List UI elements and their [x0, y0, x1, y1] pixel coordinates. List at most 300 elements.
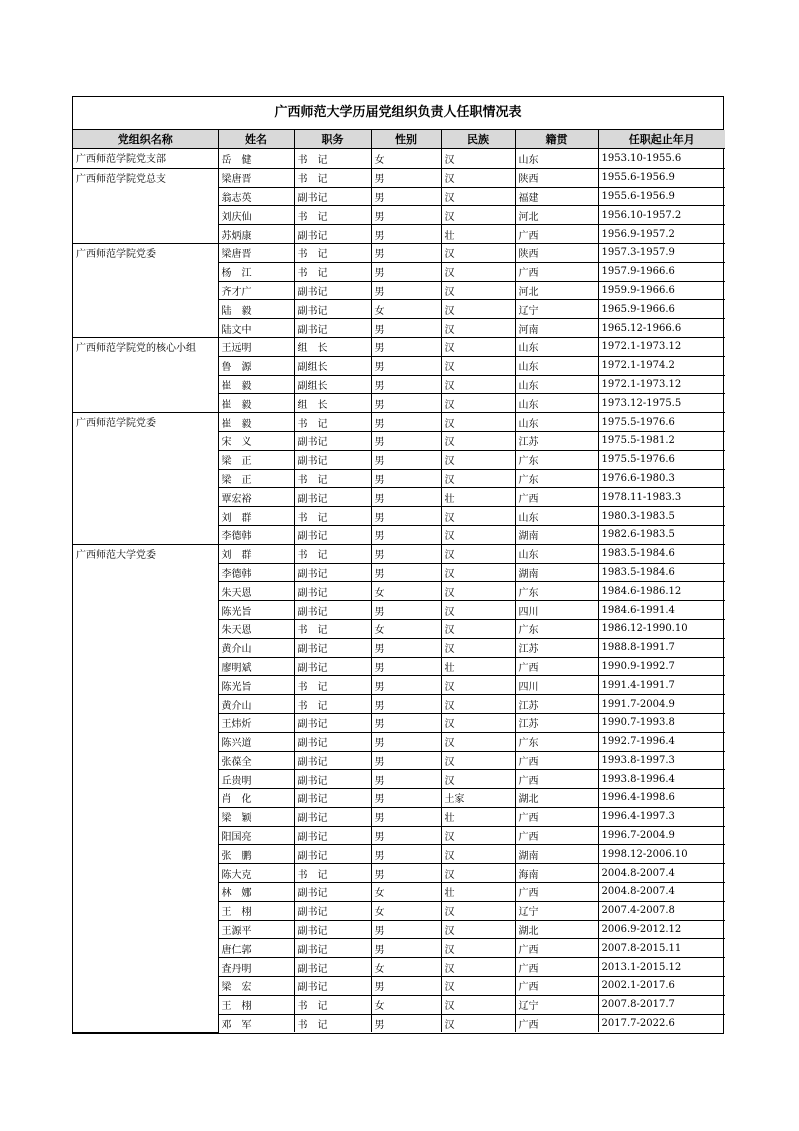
term-cell: 1975.5-1976.6 — [598, 413, 725, 432]
name-cell: 陈兴道 — [218, 732, 294, 751]
name-cell: 覃宏裕 — [218, 488, 294, 507]
native-place-cell: 广西 — [515, 770, 598, 789]
gender-cell: 男 — [371, 789, 441, 808]
header-org: 党组织名称 — [73, 130, 218, 149]
native-place-cell: 湖南 — [515, 845, 598, 864]
name-cell: 杨 江 — [218, 262, 294, 281]
term-cell: 2006.9-2012.12 — [598, 920, 725, 939]
ethnicity-cell: 汉 — [441, 431, 515, 450]
name-cell: 梁 宏 — [218, 977, 294, 996]
native-place-cell: 山东 — [515, 507, 598, 526]
ethnicity-cell: 汉 — [441, 713, 515, 732]
native-place-cell: 山东 — [515, 394, 598, 413]
gender-cell: 男 — [371, 356, 441, 375]
native-place-cell: 广东 — [515, 619, 598, 638]
ethnicity-cell: 壮 — [441, 883, 515, 902]
term-cell: 2004.8-2007.4 — [598, 864, 725, 883]
name-cell: 梁唐晋 — [218, 168, 294, 187]
gender-cell: 男 — [371, 225, 441, 244]
position-cell: 书 记 — [294, 544, 371, 563]
native-place-cell: 广西 — [515, 225, 598, 244]
native-place-cell: 广西 — [515, 958, 598, 977]
header-name: 姓名 — [218, 130, 294, 149]
position-cell: 书 记 — [294, 262, 371, 281]
ethnicity-cell: 汉 — [441, 243, 515, 262]
native-place-cell: 河北 — [515, 281, 598, 300]
ethnicity-cell: 汉 — [441, 319, 515, 338]
org-name-cell: 广西师范大学党委 — [73, 544, 218, 1032]
ethnicity-cell: 汉 — [441, 300, 515, 319]
term-cell: 1975.5-1981.2 — [598, 431, 725, 450]
gender-cell: 女 — [371, 582, 441, 601]
name-cell: 崔 毅 — [218, 413, 294, 432]
position-cell: 书 记 — [294, 206, 371, 225]
native-place-cell: 广东 — [515, 450, 598, 469]
gender-cell: 男 — [371, 713, 441, 732]
native-place-cell: 广西 — [515, 977, 598, 996]
name-cell: 梁 正 — [218, 450, 294, 469]
gender-cell: 男 — [371, 751, 441, 770]
gender-cell: 男 — [371, 638, 441, 657]
ethnicity-cell: 汉 — [441, 281, 515, 300]
native-place-cell: 山东 — [515, 337, 598, 356]
name-cell: 宋 义 — [218, 431, 294, 450]
header-ethnicity: 民族 — [441, 130, 515, 149]
position-cell: 副书记 — [294, 901, 371, 920]
native-place-cell: 广西 — [515, 262, 598, 281]
position-cell: 书 记 — [294, 619, 371, 638]
name-cell: 肖 化 — [218, 789, 294, 808]
table-row — [73, 168, 725, 187]
term-cell: 1965.12-1966.6 — [598, 319, 725, 338]
ethnicity-cell: 汉 — [441, 262, 515, 281]
native-place-cell: 湖北 — [515, 789, 598, 808]
term-cell: 1998.12-2006.10 — [598, 845, 725, 864]
term-cell: 2013.1-2015.12 — [598, 958, 725, 977]
org-name-cell: 广西师范学院党的核心小组 — [73, 337, 218, 412]
term-cell: 1957.3-1957.9 — [598, 243, 725, 262]
ethnicity-cell: 汉 — [441, 638, 515, 657]
name-cell: 黄介山 — [218, 695, 294, 714]
term-cell: 2002.1-2017.6 — [598, 977, 725, 996]
ethnicity-cell: 汉 — [441, 469, 515, 488]
term-cell: 1982.6-1983.5 — [598, 525, 725, 544]
gender-cell: 男 — [371, 601, 441, 620]
name-cell: 査丹明 — [218, 958, 294, 977]
name-cell: 朱天恩 — [218, 619, 294, 638]
position-cell: 副书记 — [294, 319, 371, 338]
header-native-place: 籍贯 — [515, 130, 598, 149]
native-place-cell: 广东 — [515, 582, 598, 601]
term-cell: 1986.12-1990.10 — [598, 619, 725, 638]
position-cell: 副书记 — [294, 225, 371, 244]
gender-cell: 男 — [371, 544, 441, 563]
name-cell: 苏炳康 — [218, 225, 294, 244]
name-cell: 朱天恩 — [218, 582, 294, 601]
native-place-cell: 广东 — [515, 469, 598, 488]
ethnicity-cell: 汉 — [441, 450, 515, 469]
position-cell: 副书记 — [294, 883, 371, 902]
native-place-cell: 四川 — [515, 676, 598, 695]
gender-cell: 男 — [371, 319, 441, 338]
native-place-cell: 湖北 — [515, 920, 598, 939]
native-place-cell: 广西 — [515, 751, 598, 770]
name-cell: 陈光旨 — [218, 601, 294, 620]
term-cell: 1956.10-1957.2 — [598, 206, 725, 225]
ethnicity-cell: 汉 — [441, 732, 515, 751]
position-cell: 副书记 — [294, 563, 371, 582]
gender-cell: 女 — [371, 958, 441, 977]
header-row — [73, 130, 725, 149]
ethnicity-cell: 汉 — [441, 977, 515, 996]
gender-cell: 男 — [371, 413, 441, 432]
term-cell: 1984.6-1986.12 — [598, 582, 725, 601]
term-cell: 1953.10-1955.6 — [598, 149, 725, 169]
term-cell: 1993.8-1997.3 — [598, 751, 725, 770]
term-cell: 1996.7-2004.9 — [598, 826, 725, 845]
native-place-cell: 河南 — [515, 319, 598, 338]
table-row — [73, 149, 725, 169]
term-cell: 1980.3-1983.5 — [598, 507, 725, 526]
gender-cell: 男 — [371, 807, 441, 826]
position-cell: 副书记 — [294, 525, 371, 544]
gender-cell: 男 — [371, 864, 441, 883]
ethnicity-cell: 汉 — [441, 563, 515, 582]
term-cell: 1990.9-1992.7 — [598, 657, 725, 676]
ethnicity-cell: 汉 — [441, 958, 515, 977]
term-cell: 1972.1-1973.12 — [598, 337, 725, 356]
native-place-cell: 辽宁 — [515, 901, 598, 920]
native-place-cell: 广西 — [515, 657, 598, 676]
ethnicity-cell: 壮 — [441, 225, 515, 244]
position-cell: 副书记 — [294, 657, 371, 676]
gender-cell: 男 — [371, 770, 441, 789]
gender-cell: 男 — [371, 187, 441, 206]
position-cell: 副书记 — [294, 751, 371, 770]
name-cell: 陆文中 — [218, 319, 294, 338]
native-place-cell: 湖南 — [515, 563, 598, 582]
position-cell: 副书记 — [294, 920, 371, 939]
position-cell: 书 记 — [294, 1014, 371, 1032]
term-cell: 1955.6-1956.9 — [598, 168, 725, 187]
ethnicity-cell: 汉 — [441, 676, 515, 695]
gender-cell: 女 — [371, 619, 441, 638]
position-cell: 副书记 — [294, 488, 371, 507]
gender-cell: 男 — [371, 243, 441, 262]
gender-cell: 男 — [371, 732, 441, 751]
gender-cell: 男 — [371, 920, 441, 939]
ethnicity-cell: 汉 — [441, 695, 515, 714]
name-cell: 黄介山 — [218, 638, 294, 657]
gender-cell: 男 — [371, 563, 441, 582]
term-cell: 2004.8-2007.4 — [598, 883, 725, 902]
term-cell: 1988.8-1991.7 — [598, 638, 725, 657]
position-cell: 副组长 — [294, 356, 371, 375]
gender-cell: 男 — [371, 977, 441, 996]
name-cell: 陈大克 — [218, 864, 294, 883]
header-position: 职务 — [294, 130, 371, 149]
name-cell: 梁唐晋 — [218, 243, 294, 262]
name-cell: 崔 毅 — [218, 394, 294, 413]
position-cell: 副书记 — [294, 732, 371, 751]
ethnicity-cell: 汉 — [441, 168, 515, 187]
position-cell: 书 记 — [294, 243, 371, 262]
native-place-cell: 陕西 — [515, 243, 598, 262]
term-cell: 1990.7-1993.8 — [598, 713, 725, 732]
gender-cell: 男 — [371, 431, 441, 450]
name-cell: 梁 正 — [218, 469, 294, 488]
ethnicity-cell: 汉 — [441, 206, 515, 225]
native-place-cell: 陕西 — [515, 168, 598, 187]
position-cell: 副书记 — [294, 450, 371, 469]
gender-cell: 男 — [371, 507, 441, 526]
native-place-cell: 广西 — [515, 488, 598, 507]
ethnicity-cell: 汉 — [441, 187, 515, 206]
ethnicity-cell: 汉 — [441, 770, 515, 789]
position-cell: 副书记 — [294, 826, 371, 845]
position-cell: 副书记 — [294, 582, 371, 601]
gender-cell: 女 — [371, 149, 441, 169]
term-cell: 1972.1-1974.2 — [598, 356, 725, 375]
name-cell: 刘 群 — [218, 507, 294, 526]
org-name-cell: 广西师范学院党总支 — [73, 168, 218, 243]
position-cell: 副书记 — [294, 939, 371, 958]
gender-cell: 女 — [371, 901, 441, 920]
gender-cell: 男 — [371, 676, 441, 695]
name-cell: 李德韩 — [218, 525, 294, 544]
native-place-cell: 海南 — [515, 864, 598, 883]
native-place-cell: 广西 — [515, 883, 598, 902]
term-cell: 2007.8-2017.7 — [598, 995, 725, 1014]
term-cell: 1993.8-1996.4 — [598, 770, 725, 789]
term-cell: 1983.5-1984.6 — [598, 563, 725, 582]
gender-cell: 男 — [371, 657, 441, 676]
gender-cell: 男 — [371, 206, 441, 225]
ethnicity-cell: 汉 — [441, 507, 515, 526]
term-cell: 1996.4-1998.6 — [598, 789, 725, 808]
org-name-cell: 广西师范学院党委 — [73, 413, 218, 545]
position-cell: 副书记 — [294, 770, 371, 789]
term-cell: 1956.9-1957.2 — [598, 225, 725, 244]
native-place-cell: 江苏 — [515, 695, 598, 714]
table-row — [73, 413, 725, 432]
ethnicity-cell: 汉 — [441, 525, 515, 544]
ethnicity-cell: 汉 — [441, 1014, 515, 1032]
org-name-cell: 广西师范学院党支部 — [73, 149, 218, 169]
name-cell: 梁 颖 — [218, 807, 294, 826]
term-cell: 1978.11-1983.3 — [598, 488, 725, 507]
native-place-cell: 广西 — [515, 939, 598, 958]
term-cell: 2017.7-2022.6 — [598, 1014, 725, 1032]
native-place-cell: 辽宁 — [515, 995, 598, 1014]
native-place-cell: 江苏 — [515, 431, 598, 450]
name-cell: 陆 毅 — [218, 300, 294, 319]
gender-cell: 男 — [371, 262, 441, 281]
position-cell: 副书记 — [294, 601, 371, 620]
gender-cell: 男 — [371, 695, 441, 714]
name-cell: 王 栩 — [218, 995, 294, 1014]
table-title: 广西师范大学历届党组织负责人任职情况表 — [73, 97, 723, 130]
ethnicity-cell: 汉 — [441, 356, 515, 375]
gender-cell: 女 — [371, 300, 441, 319]
term-cell: 1972.1-1973.12 — [598, 375, 725, 394]
term-cell: 1996.4-1997.3 — [598, 807, 725, 826]
name-cell: 张葆全 — [218, 751, 294, 770]
name-cell: 廖明斌 — [218, 657, 294, 676]
ethnicity-cell: 壮 — [441, 807, 515, 826]
leadership-table — [73, 130, 725, 1033]
native-place-cell: 四川 — [515, 601, 598, 620]
ethnicity-cell: 汉 — [441, 901, 515, 920]
ethnicity-cell: 汉 — [441, 337, 515, 356]
term-cell: 1957.9-1966.6 — [598, 262, 725, 281]
term-cell: 1965.9-1966.6 — [598, 300, 725, 319]
name-cell: 齐才广 — [218, 281, 294, 300]
table-row — [73, 337, 725, 356]
position-cell: 副组长 — [294, 375, 371, 394]
ethnicity-cell: 汉 — [441, 582, 515, 601]
ethnicity-cell: 汉 — [441, 751, 515, 770]
gender-cell: 女 — [371, 995, 441, 1014]
term-cell: 1976.6-1980.3 — [598, 469, 725, 488]
ethnicity-cell: 汉 — [441, 995, 515, 1014]
table-row — [73, 544, 725, 563]
ethnicity-cell: 汉 — [441, 845, 515, 864]
position-cell: 书 记 — [294, 469, 371, 488]
gender-cell: 男 — [371, 939, 441, 958]
position-cell: 书 记 — [294, 864, 371, 883]
gender-cell: 男 — [371, 525, 441, 544]
ethnicity-cell: 土家 — [441, 789, 515, 808]
position-cell: 书 记 — [294, 695, 371, 714]
ethnicity-cell: 汉 — [441, 375, 515, 394]
gender-cell: 男 — [371, 394, 441, 413]
native-place-cell: 广西 — [515, 807, 598, 826]
ethnicity-cell: 汉 — [441, 413, 515, 432]
term-cell: 1973.12-1975.5 — [598, 394, 725, 413]
header-term: 任职起止年月 — [598, 130, 725, 149]
leadership-table-sheet — [72, 96, 724, 1034]
name-cell: 王炜炘 — [218, 713, 294, 732]
position-cell: 书 记 — [294, 995, 371, 1014]
name-cell: 王 栩 — [218, 901, 294, 920]
term-cell: 1991.7-2004.9 — [598, 695, 725, 714]
term-cell: 1959.9-1966.6 — [598, 281, 725, 300]
name-cell: 刘 群 — [218, 544, 294, 563]
name-cell: 崔 毅 — [218, 375, 294, 394]
position-cell: 书 记 — [294, 149, 371, 169]
position-cell: 书 记 — [294, 413, 371, 432]
native-place-cell: 湖南 — [515, 525, 598, 544]
gender-cell: 男 — [371, 845, 441, 864]
ethnicity-cell: 汉 — [441, 920, 515, 939]
gender-cell: 男 — [371, 488, 441, 507]
position-cell: 副书记 — [294, 977, 371, 996]
term-cell: 2007.4-2007.8 — [598, 901, 725, 920]
ethnicity-cell: 汉 — [441, 619, 515, 638]
native-place-cell: 山东 — [515, 375, 598, 394]
header-gender: 性别 — [371, 130, 441, 149]
gender-cell: 男 — [371, 1014, 441, 1032]
gender-cell: 男 — [371, 281, 441, 300]
ethnicity-cell: 汉 — [441, 939, 515, 958]
term-cell: 1991.4-1991.7 — [598, 676, 725, 695]
position-cell: 副书记 — [294, 300, 371, 319]
ethnicity-cell: 汉 — [441, 864, 515, 883]
ethnicity-cell: 壮 — [441, 657, 515, 676]
ethnicity-cell: 汉 — [441, 394, 515, 413]
position-cell: 副书记 — [294, 431, 371, 450]
ethnicity-cell: 壮 — [441, 488, 515, 507]
gender-cell: 男 — [371, 375, 441, 394]
name-cell: 陈光旨 — [218, 676, 294, 695]
native-place-cell: 广西 — [515, 1014, 598, 1032]
name-cell: 张 鹏 — [218, 845, 294, 864]
position-cell: 组 长 — [294, 394, 371, 413]
term-cell: 1984.6-1991.4 — [598, 601, 725, 620]
name-cell: 岳 健 — [218, 149, 294, 169]
term-cell: 1992.7-1996.4 — [598, 732, 725, 751]
position-cell: 书 记 — [294, 676, 371, 695]
native-place-cell: 广东 — [515, 732, 598, 751]
ethnicity-cell: 汉 — [441, 149, 515, 169]
position-cell: 副书记 — [294, 807, 371, 826]
native-place-cell: 山东 — [515, 413, 598, 432]
name-cell: 鲁 源 — [218, 356, 294, 375]
position-cell: 副书记 — [294, 187, 371, 206]
native-place-cell: 广西 — [515, 826, 598, 845]
name-cell: 唐仁郭 — [218, 939, 294, 958]
gender-cell: 男 — [371, 168, 441, 187]
gender-cell: 男 — [371, 469, 441, 488]
table-body — [73, 149, 725, 1033]
name-cell: 李德韩 — [218, 563, 294, 582]
gender-cell: 男 — [371, 337, 441, 356]
position-cell: 书 记 — [294, 168, 371, 187]
native-place-cell: 江苏 — [515, 713, 598, 732]
native-place-cell: 山东 — [515, 356, 598, 375]
name-cell: 丘贵明 — [218, 770, 294, 789]
term-cell: 1983.5-1984.6 — [598, 544, 725, 563]
position-cell: 书 记 — [294, 507, 371, 526]
name-cell: 刘庆仙 — [218, 206, 294, 225]
position-cell: 副书记 — [294, 638, 371, 657]
position-cell: 组 长 — [294, 337, 371, 356]
name-cell: 阳国亮 — [218, 826, 294, 845]
ethnicity-cell: 汉 — [441, 601, 515, 620]
position-cell: 副书记 — [294, 789, 371, 808]
gender-cell: 女 — [371, 883, 441, 902]
gender-cell: 男 — [371, 450, 441, 469]
ethnicity-cell: 汉 — [441, 544, 515, 563]
native-place-cell: 山东 — [515, 544, 598, 563]
native-place-cell: 山东 — [515, 149, 598, 169]
native-place-cell: 河北 — [515, 206, 598, 225]
gender-cell: 男 — [371, 826, 441, 845]
term-cell: 2007.8-2015.11 — [598, 939, 725, 958]
position-cell: 副书记 — [294, 958, 371, 977]
term-cell: 1955.6-1956.9 — [598, 187, 725, 206]
native-place-cell: 辽宁 — [515, 300, 598, 319]
name-cell: 翁志英 — [218, 187, 294, 206]
term-cell: 1975.5-1976.6 — [598, 450, 725, 469]
native-place-cell: 福建 — [515, 187, 598, 206]
org-name-cell: 广西师范学院党委 — [73, 243, 218, 337]
native-place-cell: 江苏 — [515, 638, 598, 657]
name-cell: 王源平 — [218, 920, 294, 939]
name-cell: 王远明 — [218, 337, 294, 356]
name-cell: 邓 军 — [218, 1014, 294, 1032]
